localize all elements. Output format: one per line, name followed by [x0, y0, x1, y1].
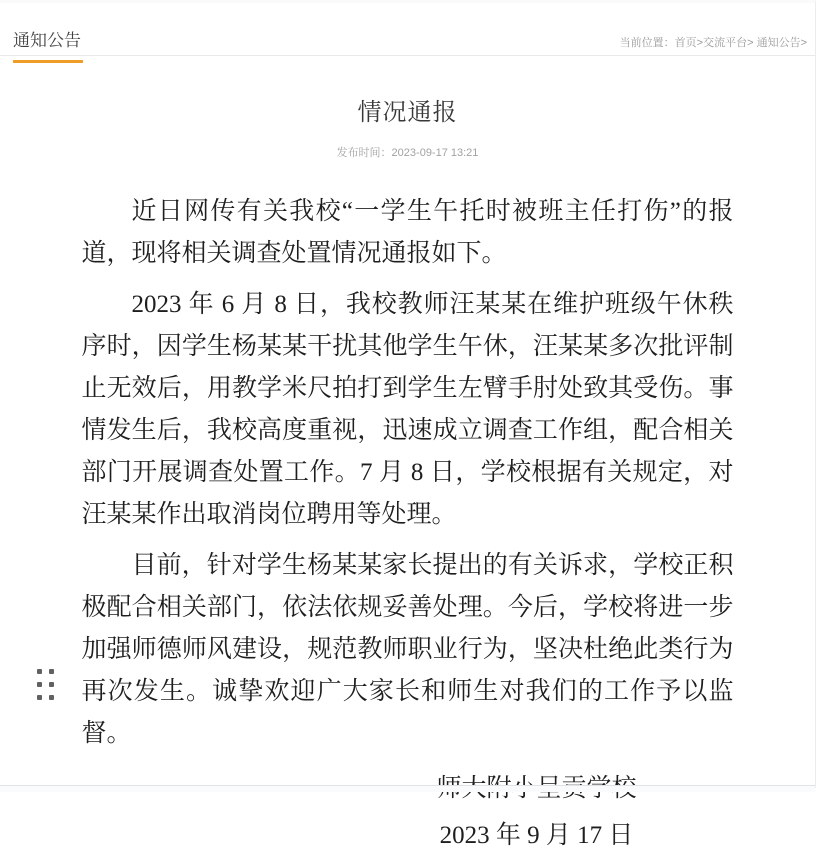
signoff-block: [436, 765, 636, 859]
dot: [49, 695, 54, 700]
paragraph-1: 近日网传有关我校“一学生午托时被班主任打伤”的报道，现将相关调查处置情况通报如下。: [81, 198, 734, 267]
signature-date: 2023 年 9 月 17 日: [439, 822, 634, 849]
dot: [37, 682, 42, 687]
breadcrumb[interactable]: 当前位置：首页>交流平台> 通知公告>: [619, 37, 807, 49]
paragraph-3: 目前，针对学生杨某某家长提出的有关诉求，学校正积极配合相关部门，依法依规妥善处理。今后，学校将进一步加强师德师风建设，规范教师职业行为，坚决杜绝此类行为再次发生。诚挚欢迎广大家长和师生对我们的工作予以监督。: [81, 552, 734, 747]
dot: [49, 669, 54, 674]
article-body: [82, 191, 734, 859]
dot: [37, 695, 42, 700]
bottom-divider: [0, 785, 815, 792]
tab-notice-announcement[interactable]: 通知公告: [13, 26, 83, 63]
paragraph-2: 2023 年 6 月 8 日，我校教师汪某某在维护班级午休秩序时，因学生杨某某干扰其他学生午休，汪某某多次批评制止无效后，用教学米尺拍打到学生左臂手肘处致其受伤。事情发生后，我校高度重视，迅速成立调查工作组，配合相关部门开展调查处置工作。7 月 8 日，学校根据有关规定，对汪某某作出取消岗位聘用等处理。: [81, 291, 734, 528]
publish-time: 发布时间：2023-09-17 13:21: [336, 147, 479, 159]
page-title: 情况通报: [357, 99, 458, 126]
page-header: [0, 3, 815, 56]
dot: [49, 682, 54, 687]
article: [0, 92, 815, 859]
dot: [37, 669, 42, 674]
drag-handle-icon[interactable]: [37, 669, 54, 700]
